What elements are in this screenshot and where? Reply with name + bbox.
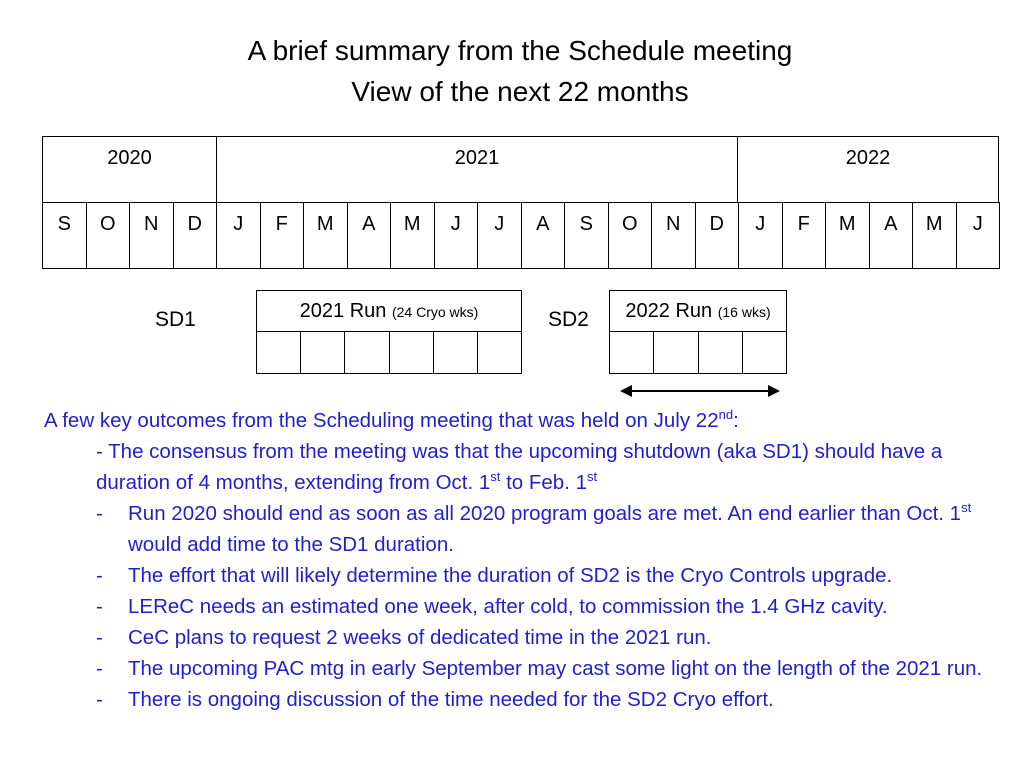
consensus-text: - The consensus from the meeting was that the upcoming shutdown (aka SD1) should have a duration of 4 months, extending from Oct. 1st to Feb. 1st [96, 440, 943, 494]
month-cell: A [869, 202, 914, 269]
month-cell: J [956, 202, 1001, 269]
run-cell [478, 332, 521, 373]
run-2022-label: 2022 Run [625, 300, 713, 322]
month-cell: M [825, 202, 870, 269]
month-cell: J [216, 202, 261, 269]
run-2022-header [610, 291, 786, 332]
run-2021-month-cells [257, 332, 521, 373]
month-cell: N [651, 202, 696, 269]
month-cell: S [42, 202, 87, 269]
month-cell: N [129, 202, 174, 269]
year-cell-2021: 2021 [216, 136, 738, 203]
list-item: - CeC plans to request 2 weeks of dedicated time in the 2021 run. [96, 626, 712, 649]
run-2022-month-cells [610, 332, 786, 373]
year-cell-2022: 2022 [737, 136, 999, 203]
run-2021-box [256, 290, 522, 374]
month-cell: M [390, 202, 435, 269]
calendar-table [42, 136, 999, 270]
run-2022-box [609, 290, 787, 374]
month-cell: M [303, 202, 348, 269]
month-cell: A [347, 202, 392, 269]
run-cell [743, 332, 786, 373]
run-cell [257, 332, 301, 373]
run-cell [654, 332, 698, 373]
run-2021-note: (24 Cryo wks) [391, 304, 479, 320]
slide-title [0, 30, 1024, 112]
month-cell: O [608, 202, 653, 269]
month-cell: F [782, 202, 827, 269]
month-cell: F [260, 202, 305, 269]
run-cell [345, 332, 389, 373]
sd1-label: SD1 [155, 308, 196, 331]
run-2021-header [257, 291, 521, 332]
run-2021-label: 2021 Run [299, 300, 387, 322]
key-outcomes [44, 405, 1019, 715]
month-cell: M [912, 202, 957, 269]
month-cell: D [695, 202, 740, 269]
year-cell-2020: 2020 [42, 136, 217, 203]
outcome-list [44, 498, 1019, 715]
month-cell: O [86, 202, 131, 269]
run-cell [699, 332, 743, 373]
list-item: - The effort that will likely determine the duration of SD2 is the Cryo Controls upgrade. [96, 564, 893, 587]
run-cell [434, 332, 478, 373]
title-line-2: View of the next 22 months [351, 76, 689, 107]
title-line-1: A brief summary from the Schedule meeting [247, 35, 793, 66]
month-cell: A [521, 202, 566, 269]
run-2022-note: (16 wks) [717, 304, 771, 320]
run-cell [390, 332, 434, 373]
list-item: - There is ongoing discussion of the time needed for the SD2 Cryo effort. [96, 688, 774, 711]
month-cell: D [173, 202, 218, 269]
month-cell: J [738, 202, 783, 269]
list-item: - Run 2020 should end as soon as all 2020 program goals are met. An end earlier than Oct. 1st would add time to the SD1 duration. [96, 500, 972, 556]
double-arrow-icon [620, 381, 780, 401]
month-cell: J [477, 202, 522, 269]
list-item: - The upcoming PAC mtg in early September may cast some light on the length of the 2021 run. [96, 657, 983, 680]
sd2-label: SD2 [548, 308, 589, 331]
outcomes-intro: A few key outcomes from the Scheduling meeting that was held on July 22nd: [44, 407, 739, 432]
run-cell [610, 332, 654, 373]
list-item: - LEReC needs an estimated one week, after cold, to commission the 1.4 GHz cavity. [96, 595, 888, 618]
run-cell [301, 332, 345, 373]
month-cell: J [434, 202, 479, 269]
month-cell: S [564, 202, 609, 269]
